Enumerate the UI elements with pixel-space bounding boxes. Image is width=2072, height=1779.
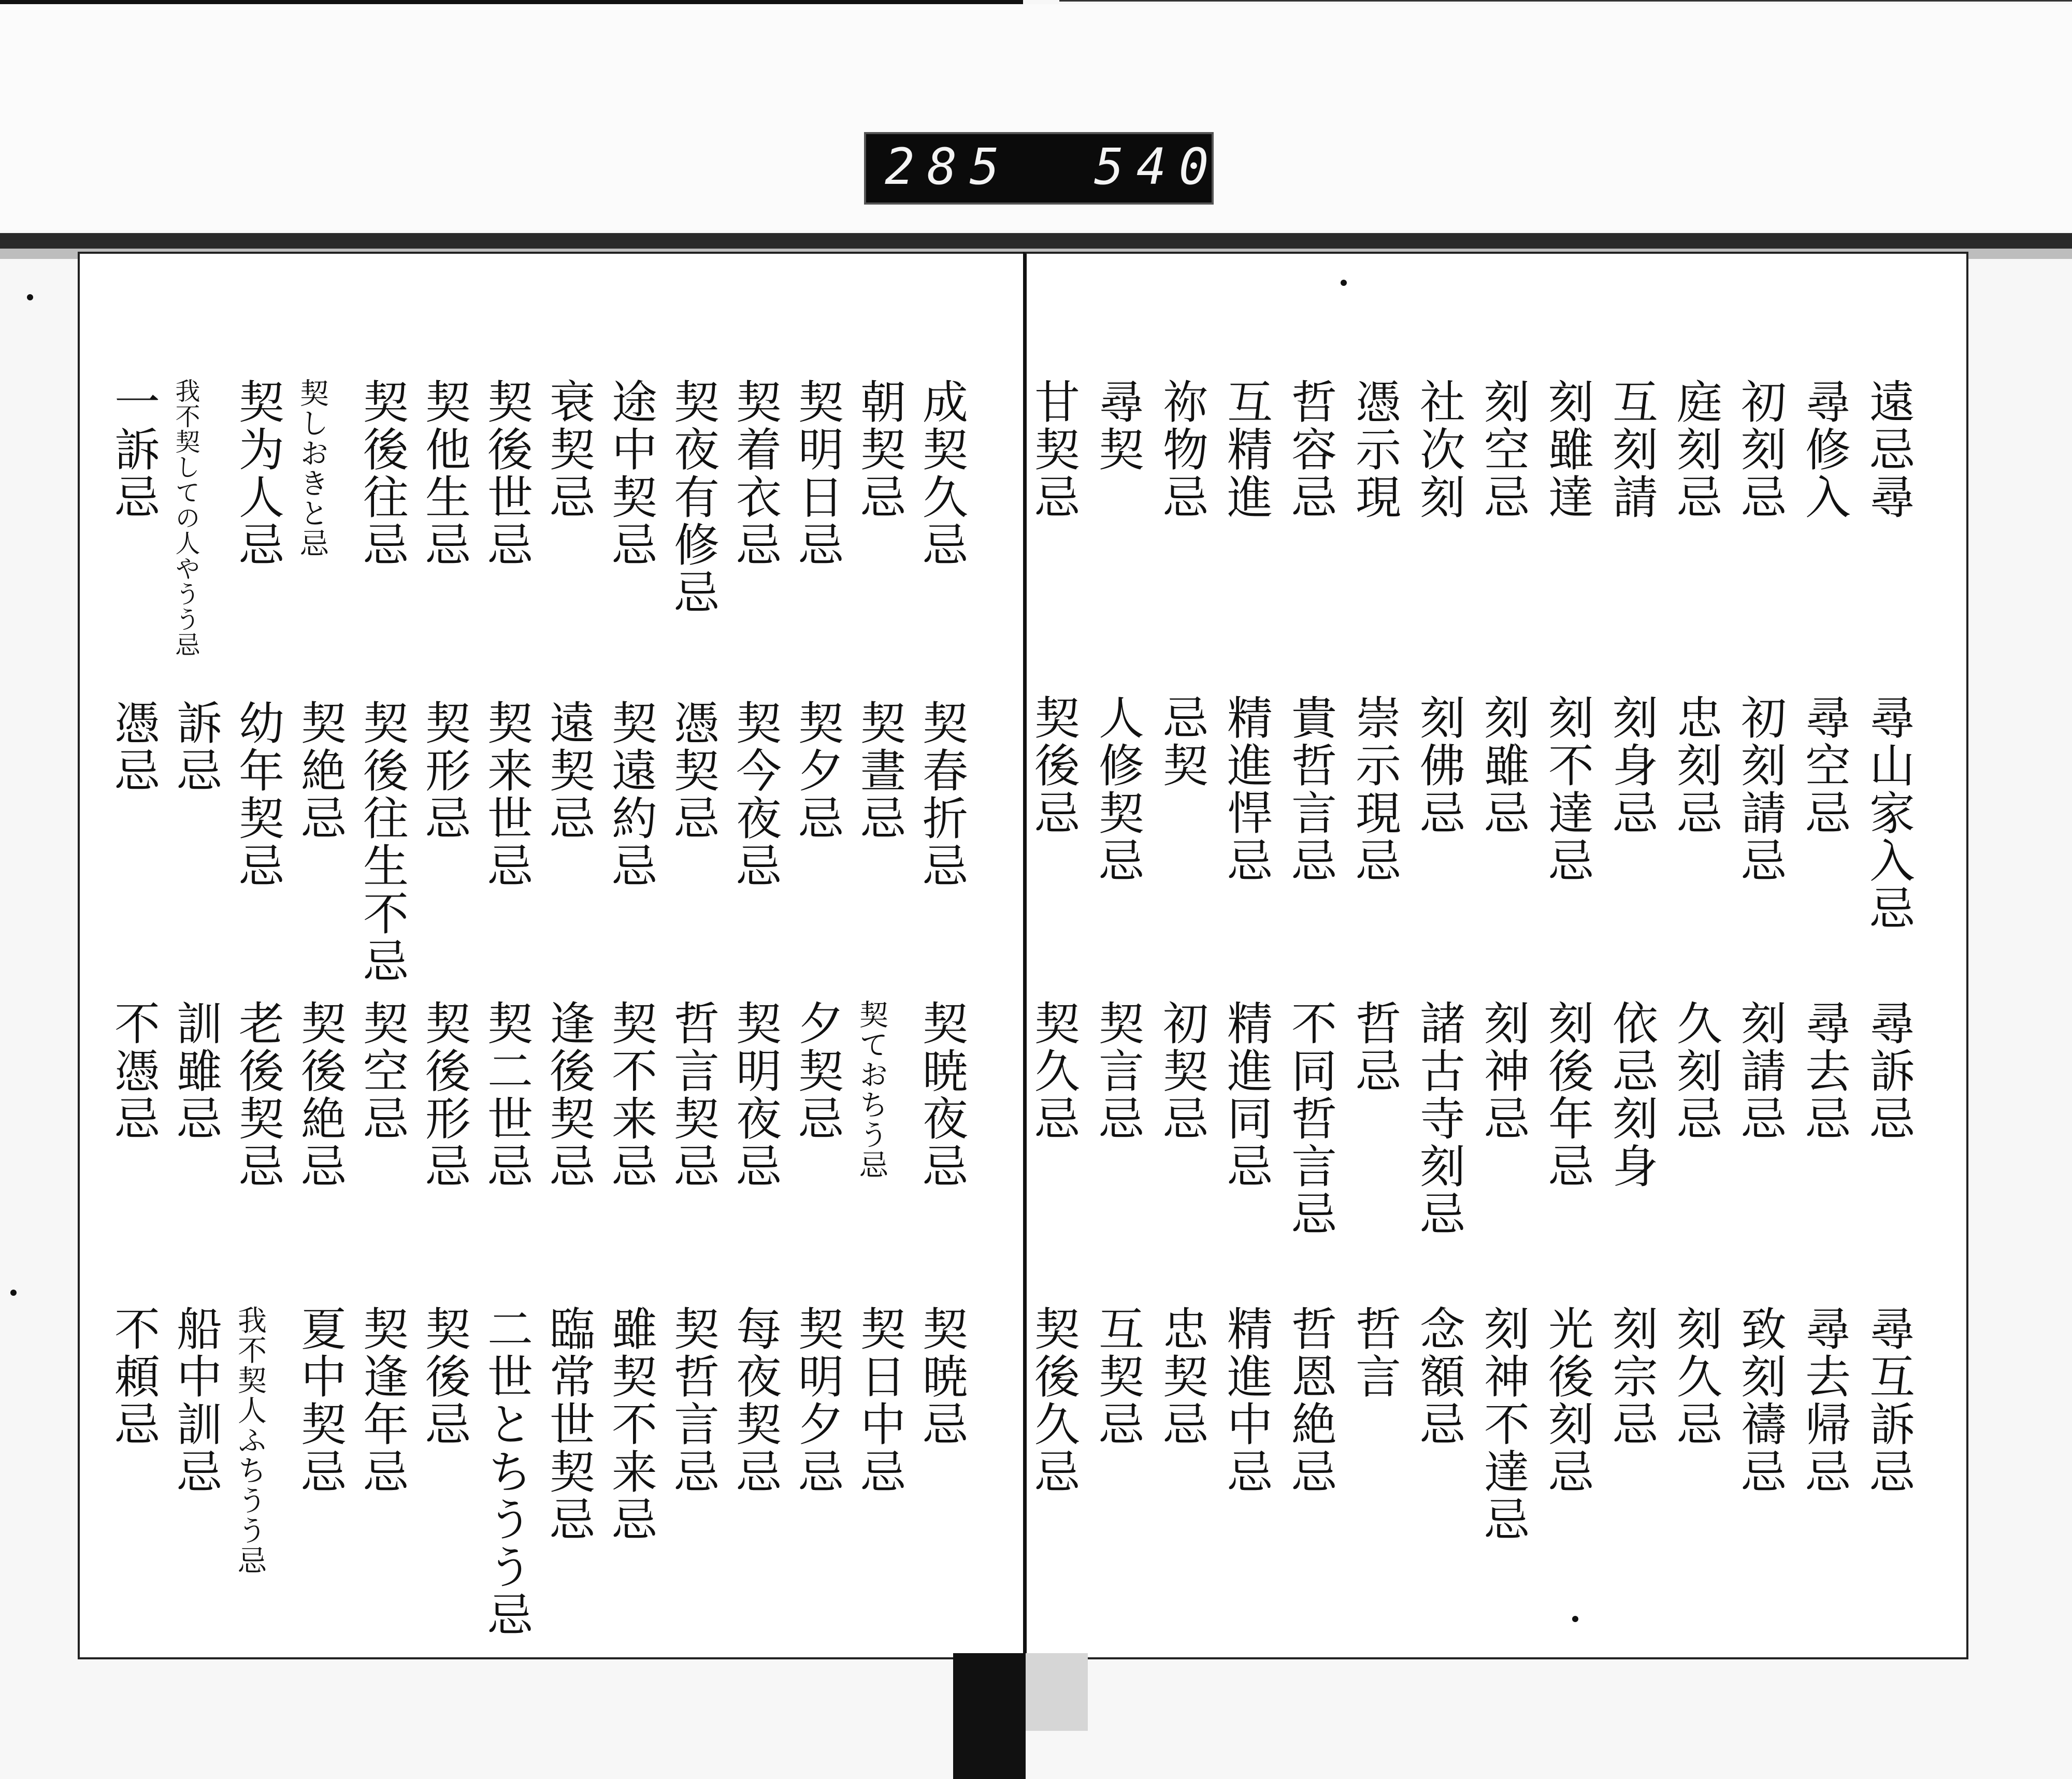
left-page-tier4-column: 臨常世契忌 <box>542 1305 596 1543</box>
right-page-tier1-column: 遠忌尋 <box>1862 378 1916 521</box>
left-page-tier2-column: 契晝忌 <box>853 699 906 842</box>
scan-speck <box>1341 280 1347 286</box>
right-page-tier2-column: 刻不達忌 <box>1541 694 1594 885</box>
right-page-tier4-column: 刻神不達忌 <box>1477 1305 1530 1543</box>
right-page-tier2-column: 初刻請忌 <box>1734 694 1787 885</box>
left-page-tier1-column: 契着衣忌 <box>729 378 782 569</box>
left-page-tier4-column: 二世とちうう忌 <box>480 1305 534 1639</box>
left-page-tier3-column: 契二世忌 <box>480 1000 534 1190</box>
right-page-tier4-column: 刻久忌 <box>1670 1305 1723 1448</box>
left-page-tier2-column: 契来世忌 <box>480 699 534 890</box>
right-page-tier3-column: 精進同忌 <box>1220 1000 1273 1190</box>
left-page-tier1-column: 契しおきと忌 <box>295 378 329 558</box>
left-page-tier3-column: 契後絶忌 <box>294 1000 347 1190</box>
right-page-tier2-column: 人修契忌 <box>1091 694 1145 885</box>
left-page-tier1-column: 契後世忌 <box>480 378 534 569</box>
right-page-tier3-column: 刻神忌 <box>1477 1000 1530 1142</box>
left-page <box>78 252 1026 1659</box>
left-page-tier3-column: 契空忌 <box>356 1000 409 1142</box>
right-page-tier3-column: 契言忌 <box>1091 1000 1145 1142</box>
right-page-tier1-column: 初刻忌 <box>1734 378 1787 521</box>
left-page-tier1-column: 契他生忌 <box>418 378 471 569</box>
left-page-tier1-column: 朝契忌 <box>853 378 906 521</box>
left-page-tier2-column: 契絶忌 <box>294 699 347 842</box>
left-page-tier1-column: 契为人忌 <box>232 378 285 569</box>
counter-right-number: 540 <box>1094 138 1221 196</box>
right-page-tier1-column: 尋契 <box>1091 378 1145 473</box>
left-page-tier3-column: 夕契忌 <box>791 1000 844 1142</box>
right-page <box>1023 252 1968 1659</box>
left-page-tier1-column: 途中契忌 <box>605 378 658 569</box>
scan-speck <box>27 294 33 300</box>
left-page-tier4-column: 契日中忌 <box>853 1305 906 1496</box>
right-page-tier1-column: 哲容忌 <box>1284 378 1337 521</box>
right-page-tier4-column: 互契忌 <box>1091 1305 1145 1448</box>
left-page-tier2-column: 契春折忌 <box>915 699 969 890</box>
right-page-tier1-column: 憑示現 <box>1348 378 1402 521</box>
right-page-tier3-column: 刻後年忌 <box>1541 1000 1594 1190</box>
right-page-tier1-column: 互刻請 <box>1605 378 1659 521</box>
right-page-tier4-column: 念額忌 <box>1413 1305 1466 1448</box>
right-page-tier2-column: 刻雖忌 <box>1477 694 1530 837</box>
right-page-tier3-column: 刻請忌 <box>1734 1000 1787 1142</box>
right-page-tier2-column: 忠刻忌 <box>1670 694 1723 837</box>
left-page-tier4-column: 契後忌 <box>418 1305 471 1448</box>
left-page-tier3-column: 契明夜忌 <box>729 1000 782 1190</box>
left-page-tier3-column: 契不来忌 <box>605 1000 658 1190</box>
left-page-tier4-column: 契逢年忌 <box>356 1305 409 1496</box>
left-page-tier1-column: 成契久忌 <box>915 378 969 569</box>
right-page-tier4-column: 尋互訴忌 <box>1862 1305 1916 1496</box>
right-page-tier1-column: 尋修入 <box>1798 378 1851 521</box>
scan-speck <box>10 1290 17 1296</box>
right-page-tier2-column: 契後忌 <box>1027 694 1081 837</box>
left-page-tier2-column: 契遠約忌 <box>605 699 658 890</box>
left-page-tier1-column: 契夜有修忌 <box>667 378 720 616</box>
left-page-tier4-column: 每夜契忌 <box>729 1305 782 1496</box>
right-page-tier4-column: 光後刻忌 <box>1541 1305 1594 1496</box>
left-page-tier2-column: 契夕忌 <box>791 699 844 842</box>
left-page-tier4-column: 船中訓忌 <box>169 1305 223 1496</box>
left-page-tier3-column: 逢後契忌 <box>542 1000 596 1190</box>
right-page-tier1-column: 庭刻忌 <box>1670 378 1723 521</box>
left-page-tier4-column: 我不契人ふちうう忌 <box>233 1305 267 1575</box>
right-page-tier3-column: 尋去忌 <box>1798 1000 1851 1142</box>
right-page-tier3-column: 契久忌 <box>1027 1000 1081 1142</box>
left-page-tier2-column: 憑忌 <box>107 699 161 794</box>
top-rule-left <box>0 0 1023 4</box>
right-page-tier1-column: 刻空忌 <box>1477 378 1530 521</box>
right-page-tier1-column: 祢物忌 <box>1156 378 1209 521</box>
left-page-tier4-column: 契暁忌 <box>915 1305 969 1448</box>
right-page-tier1-column: 甘契忌 <box>1027 378 1081 521</box>
left-page-tier3-column: 哲言契忌 <box>667 1000 720 1190</box>
scan-speck <box>1572 1616 1578 1622</box>
right-page-tier4-column: 忠契忌 <box>1156 1305 1209 1448</box>
left-page-tier2-column: 憑契忌 <box>667 699 720 842</box>
right-page-tier1-column: 互精進 <box>1220 378 1273 521</box>
right-page-tier3-column: 尋訴忌 <box>1862 1000 1916 1142</box>
left-page-tier1-column: 我不契しての人やうう忌 <box>171 378 200 657</box>
left-page-tier3-column: 老後契忌 <box>232 1000 285 1190</box>
right-page-tier3-column: 初契忌 <box>1156 1000 1209 1142</box>
left-page-tier4-column: 不頼忌 <box>107 1305 161 1448</box>
right-page-tier4-column: 刻宗忌 <box>1605 1305 1659 1448</box>
right-page-tier2-column: 尋空忌 <box>1798 694 1851 837</box>
right-page-tier1-column: 刻雖達 <box>1541 378 1594 521</box>
right-page-tier4-column: 精進中忌 <box>1220 1305 1273 1496</box>
left-page-tier1-column: 契後往忌 <box>356 378 409 569</box>
left-page-tier2-column: 幼年契忌 <box>232 699 285 890</box>
left-page-tier3-column: 訓雖忌 <box>169 1000 223 1142</box>
left-page-tier2-column: 契後往生不忌 <box>356 699 409 985</box>
right-page-tier2-column: 貴哲言忌 <box>1284 694 1337 885</box>
right-page-tier2-column: 精進悍忌 <box>1220 694 1273 885</box>
left-page-tier2-column: 契形忌 <box>418 699 471 842</box>
right-page-tier4-column: 哲言 <box>1348 1305 1402 1400</box>
left-page-tier2-column: 契今夜忌 <box>729 699 782 890</box>
left-page-tier1-column: 一訴忌 <box>107 378 161 521</box>
right-page-tier1-column: 社次刻 <box>1413 378 1466 521</box>
right-page-tier2-column: 刻身忌 <box>1605 694 1659 837</box>
right-page-tier4-column: 契後久忌 <box>1027 1305 1081 1496</box>
binding-shadow <box>953 1653 1026 1779</box>
right-page-tier4-column: 哲恩絶忌 <box>1284 1305 1337 1496</box>
left-page-tier2-column: 遠契忌 <box>542 699 596 842</box>
right-page-tier4-column: 尋去帰忌 <box>1798 1305 1851 1496</box>
left-page-tier1-column: 衰契忌 <box>542 378 596 521</box>
right-page-tier3-column: 依忌刻身 <box>1605 1000 1659 1190</box>
left-page-tier1-column: 契明日忌 <box>791 378 844 569</box>
scan-edge-bar <box>0 233 2072 249</box>
right-page-tier3-column: 不同哲言忌 <box>1284 1000 1337 1238</box>
right-page-tier3-column: 哲忌 <box>1348 1000 1402 1095</box>
counter-left-number: 285 <box>885 138 1012 196</box>
top-rule-right <box>1059 0 2072 2</box>
left-page-tier4-column: 夏中契忌 <box>294 1305 347 1496</box>
right-page-tier2-column: 忌契 <box>1156 694 1209 789</box>
frame-counter <box>864 132 1221 205</box>
left-page-tier3-column: 契ておちう忌 <box>855 1000 888 1180</box>
binding-grey <box>1026 1653 1088 1731</box>
left-page-tier2-column: 訴忌 <box>169 699 223 794</box>
left-page-tier3-column: 不憑忌 <box>107 1000 161 1142</box>
right-page-tier2-column: 尋山家入忌 <box>1862 694 1916 932</box>
right-page-tier4-column: 致刻禱忌 <box>1734 1305 1787 1496</box>
right-page-tier2-column: 崇示現忌 <box>1348 694 1402 885</box>
right-page-tier2-column: 刻佛忌 <box>1413 694 1466 837</box>
left-page-tier4-column: 契哲言忌 <box>667 1305 720 1496</box>
left-page-tier4-column: 契明夕忌 <box>791 1305 844 1496</box>
right-page-tier3-column: 諸古寺刻忌 <box>1413 1000 1466 1238</box>
left-page-tier3-column: 契後形忌 <box>418 1000 471 1190</box>
right-page-tier3-column: 久刻忌 <box>1670 1000 1723 1142</box>
left-page-tier3-column: 契暁夜忌 <box>915 1000 969 1190</box>
left-page-tier4-column: 雖契不来忌 <box>605 1305 658 1543</box>
